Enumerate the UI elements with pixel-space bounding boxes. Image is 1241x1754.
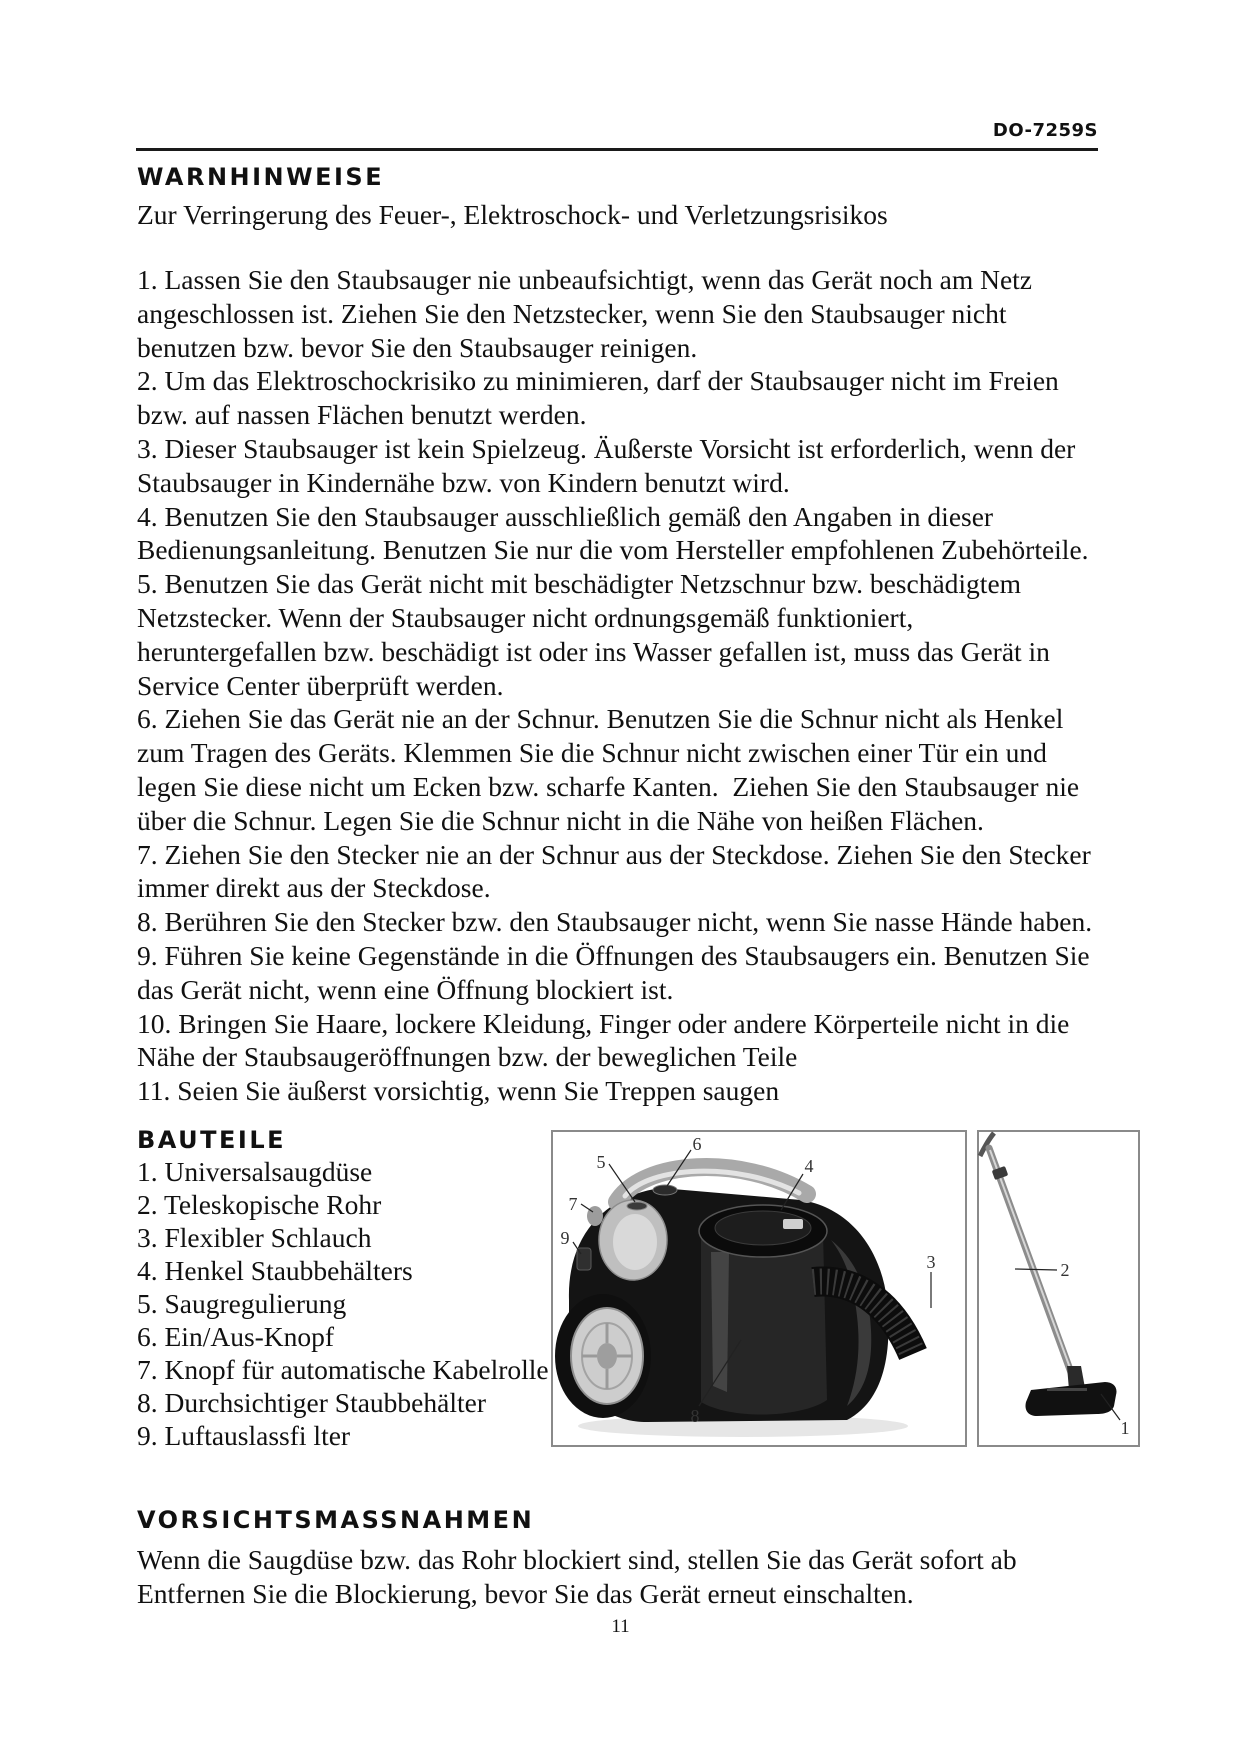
callout-2: 2: [1060, 1260, 1070, 1280]
component-item: 8. Durchsichtiger Staubbehälter: [137, 1387, 486, 1418]
lid-release-tab: [783, 1219, 803, 1229]
warning-line: Service Center überprüft werden.: [137, 669, 504, 701]
warning-line: legen Sie diese nicht um Ecken bzw. scharfe Kanten. Ziehen Sie den Staubsauger nie: [137, 770, 1080, 802]
warning-line: 1. Lassen Sie den Staubsauger nie unbeaufsichtigt, wenn das Gerät noch am Netz: [137, 264, 1033, 295]
warnings-intro-line: Zur Verringerung des Feuer-, Elektroschock- und Verletzungsrisikos: [137, 199, 888, 230]
warning-line: Netzstecker. Wenn der Staubsauger nicht ordnungsgemäß funktioniert,: [137, 601, 914, 633]
warning-line: bzw. auf nassen Flächen benutzt werden.: [137, 399, 587, 431]
callout-5: 5: [596, 1152, 606, 1172]
warning-line: 3. Dieser Staubsauger ist kein Spielzeug. Äußerste Vorsicht ist erforderlich, wenn der: [137, 432, 1076, 464]
warning-line: zum Tragen des Geräts. Klemmen Sie die Schnur nicht zwischen einer Tür ein und: [137, 737, 1047, 769]
warning-line: 4. Benutzen Sie den Staubsauger ausschließlich gemäß den Angaben in dieser: [137, 500, 994, 532]
components-list: [137, 1155, 549, 1452]
warning-line: benutzen bzw. bevor Sie den Staubsauger reinigen.: [137, 331, 698, 363]
vacuum-cleaner-photo: [551, 1130, 967, 1447]
warning-line: das Gerät nicht, wenn eine Öffnung blockiert ist.: [137, 973, 674, 1005]
warning-line: 9. Führen Sie keine Gegenstände in die Öffnungen des Staubsaugers ein. Benutzen Sie: [137, 939, 1090, 971]
warning-line: 7. Ziehen Sie den Stecker nie an der Schnur aus der Steckdose. Ziehen Sie den Stecker: [137, 838, 1091, 870]
suction-regulator: [627, 1202, 647, 1210]
warning-line: 10. Bringen Sie Haare, lockere Kleidung, Finger oder andere Körperteile nicht in die: [137, 1007, 1070, 1039]
warning-line: Nähe der Staubsaugeröffnungen bzw. der beweglichen Teile: [137, 1041, 798, 1073]
component-item: 3. Flexibler Schlauch: [137, 1222, 372, 1253]
warning-line: Staubsauger in Kindernähe bzw. von Kindern benutzt wird.: [137, 466, 790, 498]
warnings-heading: WARNHINWEISE: [137, 163, 385, 191]
wand-nozzle-photo: [977, 1130, 1140, 1447]
precaution-line: Wenn die Saugdüse bzw. das Rohr blockiert sind, stellen Sie das Gerät sofort ab: [137, 1544, 1017, 1575]
warnings-intro: [137, 198, 888, 232]
warning-line: heruntergefallen bzw. beschädigt ist oder ins Wasser gefallen ist, muss das Gerät in: [137, 635, 1050, 667]
component-item: 7. Knopf für automatische Kabelrolle: [137, 1354, 549, 1385]
component-item: 2. Teleskopische Rohr: [137, 1189, 382, 1220]
warning-line: angeschlossen ist. Ziehen Sie den Netzstecker, wenn Sie den Staubsauger nicht: [137, 297, 1007, 329]
dust-container-reflection: [711, 1252, 729, 1392]
warning-line: 5. Benutzen Sie das Gerät nicht mit beschädigter Netzschnur bzw. beschädigtem: [137, 568, 1022, 600]
component-item: 5. Saugregulierung: [137, 1288, 347, 1319]
nozzle-highlight: [1047, 1388, 1087, 1391]
precautions-heading: VORSICHTSMASSNAHMEN: [137, 1506, 535, 1534]
side-panel-inner: [613, 1214, 657, 1270]
warning-line: 6. Ziehen Sie das Gerät nie an der Schnur. Benutzen Sie die Schnur nicht als Henkel: [137, 703, 1064, 735]
callout-9: 9: [560, 1228, 570, 1248]
precaution-line: Entfernen Sie die Blockierung, bevor Sie das Gerät erneut einschalten.: [137, 1578, 914, 1609]
callout-7: 7: [568, 1194, 578, 1214]
callout-6: 6: [692, 1134, 702, 1154]
component-item: 6. Ein/Aus-Knopf: [137, 1321, 335, 1352]
callout-1: 1: [1120, 1418, 1130, 1438]
warning-line: 8. Berühren Sie den Stecker bzw. den Staubsauger nicht, wenn Sie nasse Hände haben.: [137, 906, 1093, 938]
page-number: 11: [611, 1616, 630, 1637]
components-heading: BAUTEILE: [137, 1126, 286, 1154]
callout-8: 8: [690, 1406, 700, 1426]
callout-4: 4: [804, 1156, 814, 1176]
component-item: 9. Luftauslassfi lter: [137, 1420, 351, 1451]
header-rule: [136, 148, 1098, 151]
warning-line: über die Schnur. Legen Sie die Schnur nicht in die Nähe von heißen Flächen.: [137, 804, 984, 836]
component-item: 1. Universalsaugdüse: [137, 1156, 373, 1187]
power-button: [653, 1185, 677, 1195]
warning-line: 11. Seien Sie äußerst vorsichtig, wenn Sie Treppen saugen: [137, 1075, 780, 1107]
model-number: DO-7259S: [992, 120, 1098, 141]
warnings-body: [137, 263, 1092, 1108]
warning-line: Bedienungsanleitung. Benutzen Sie nur die vom Hersteller empfohlenen Zubehörteile.: [137, 534, 1089, 566]
warning-line: 2. Um das Elektroschockrisiko zu minimieren, darf der Staubsauger nicht im Freien: [137, 365, 1059, 397]
precautions-body: [137, 1543, 1017, 1611]
component-item: 4. Henkel Staubbehälters: [137, 1255, 413, 1286]
wheel-hub: [597, 1343, 617, 1369]
warning-line: immer direkt aus der Steckdose.: [137, 872, 491, 904]
callout-3: 3: [926, 1252, 936, 1272]
